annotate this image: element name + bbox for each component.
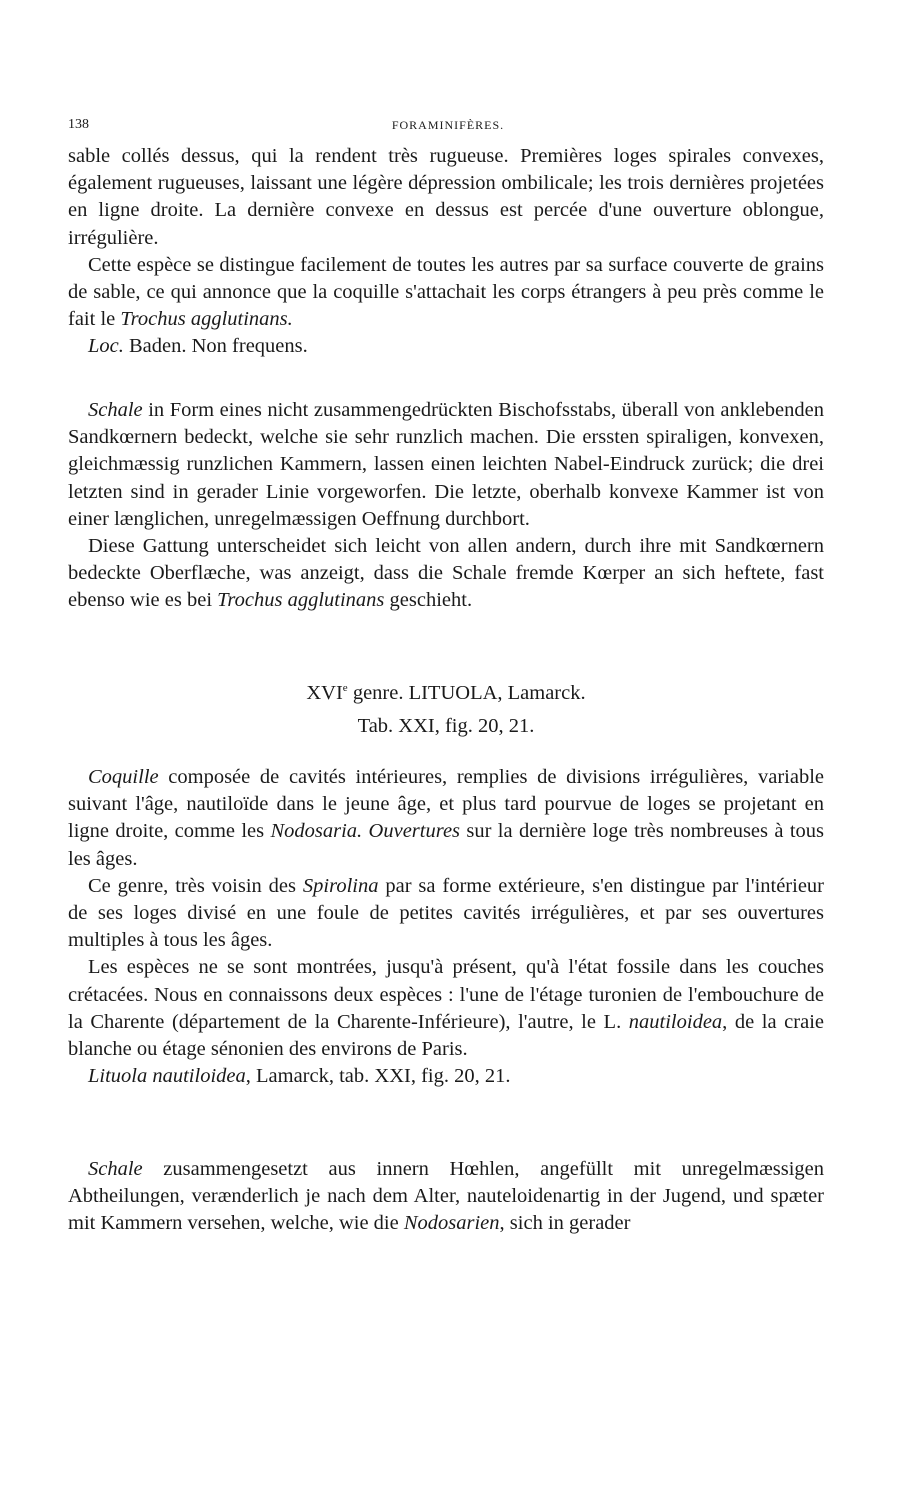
- genus-title: XVIe genre. LITUOLA, Lamarck.: [306, 681, 586, 704]
- page-number: 138: [68, 117, 89, 132]
- species-name: Trochus agglutinans.: [120, 308, 293, 331]
- paragraph: Les espèces ne se sont montrées, jusqu'à présent, qu'à l'état fossile dans les couches crétacées. Nous en connaissons deux espèces : l'une de l'étage turonien de l'embouchure de la Charente (département de la Charente-Inférieure), l'autre, le L. nautiloidea, de la craie blanche ou étage sénonien des environs de Paris.: [68, 956, 824, 1061]
- paragraph: sable collés dessus, qui la rendent très rugueuse. Premières loges spirales convexes, également rugueuses, laissant une légère dépression ombilicale; les trois dernières projetées en ligne droite. La dernière convexe en dessus est percée d'une ouverture oblongue, irrégulière.: [68, 145, 824, 249]
- locality-line: Loc. Baden. Non frequens.: [88, 335, 308, 358]
- paragraph: Diese Gattung unterscheidet sich leicht von allen andern, durch ihre mit Sandkœrnern bedeckte Oberflæche, was anzeigt, dass die Schale fremde Kœrper an sich heftete, fast ebenso wie es bei Trochus agglutinans geschieht.: [68, 535, 824, 612]
- german-genus-block: [68, 1156, 824, 1238]
- paragraph: Schale zusammengesetzt aus innern Hœhlen, angefüllt mit unregelmæssigen Abtheilungen, verænderlich je nach dem Alter, nauteloidenartig in der Jugend, und spæter mit Kammern versehen, welche, wie die Nodosarien, sich in gerader: [68, 1158, 824, 1235]
- paragraph: Cette espèce se distingue facilement de toutes les autres par sa surface couverte de grains de sable, ce qui annonce que la coquille s'attachait les corps étrangers à peu près comme le fait le Trochus agglutinans.: [68, 253, 824, 331]
- plate-reference: Tab. XXI, fig. 20, 21.: [357, 714, 535, 737]
- genus-heading: [68, 672, 824, 743]
- species-heading: Lituola nautiloidea, Lamarck, tab. XXI, fig. 20, 21.: [88, 1065, 511, 1088]
- paragraph: Ce genre, très voisin des Spirolina par sa forme extérieure, s'en distingue par l'intérieur de ses loges divisé en une foule de petites cavités irrégulières, et par ses ouvertures multiples à tous les âges.: [68, 874, 825, 952]
- french-description-block: [68, 143, 824, 361]
- species-name: Trochus agglutinans: [217, 589, 385, 612]
- paragraph: Coquille composée de cavités intérieures, remplies de divisions irrégulières, variable suivant l'âge, nautiloïde dans le jeune âge, et plus tard pourvue de loges se projetant en ligne droite, comme les Nodosaria. Ouvertures sur la dernière loge très nombreuses à tous les âges.: [68, 766, 824, 870]
- running-title: FORAMINIFÈRES.: [391, 118, 505, 132]
- genus-description-block: [68, 764, 824, 1090]
- paragraph: Schale in Form eines nicht zusammengedrückten Bischofsstabs, überall von anklebenden Sandkœrnern bedeckt, welche sie sehr runzlich machen. Die erssten spiraligen, konvexen, gleichmæssig runzlichen Kammern, lassen einen leichten Nabel-Eindruck zurück; die drei letzten sind in gerader Linie vorgeworfen. Die letzte, oberhalb konvexe Kammer ist von einer længlichen, unregelmæssigen Oeffnung durchbort.: [68, 399, 824, 530]
- german-description-block: [68, 397, 824, 615]
